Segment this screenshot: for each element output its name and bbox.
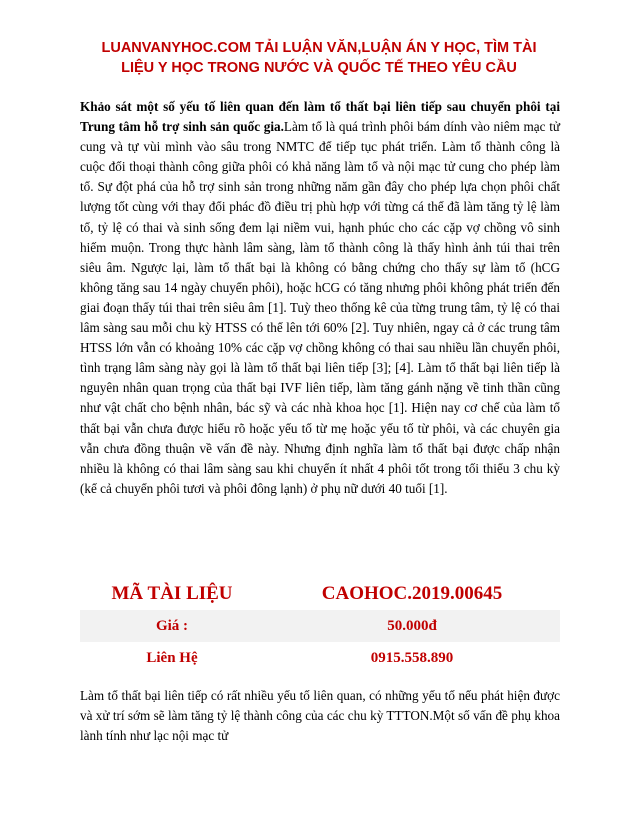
document-code-label: MÃ TÀI LIỆU bbox=[111, 583, 233, 604]
article-title: Khảo sát một số yếu tố liên quan đến làm tổ thất bại liên tiếp sau chuyển phôi tại Trung tâm hỗ trợ sinh sản quốc gia. bbox=[80, 99, 560, 135]
article-paragraph-2: Làm tổ thất bại liên tiếp có rất nhiều yếu tố liên quan, có những yếu tố nếu phát hiện được và xử trí sớm sẽ làm tăng tỷ lệ thành công của các chu kỳ TTTON.Một số vấn đề phụ khoa lành tính như lạc nội mạc tử bbox=[80, 688, 560, 744]
header-line-1: LUANVANYHOC.COM TẢI LUẬN VĂN,LUẬN ÁN Y HỌC, TÌM TÀI bbox=[101, 40, 537, 56]
info-row-contact bbox=[80, 642, 560, 674]
info-row-price bbox=[80, 610, 560, 642]
contact-label: Liên Hệ bbox=[146, 649, 198, 666]
contact-value: 0915.558.890 bbox=[370, 649, 454, 666]
info-row-code bbox=[80, 578, 560, 610]
site-header bbox=[60, 38, 578, 78]
price-label: Giá : bbox=[155, 617, 189, 634]
price-value: 50.000đ bbox=[387, 617, 437, 634]
header-line-2: LIỆU Y HỌC TRONG NƯỚC VÀ QUỐC TẾ THEO YÊU CẦU bbox=[121, 60, 517, 76]
article-paragraph-1-text: Làm tổ là quá trình phôi bám dính vào niêm mạc tử cung và tự vùi mình vào sâu trong NMTC để tiếp tục phát triển. Làm tổ thành công là cuộc đối thoại thành công giữa phôi có khả năng làm tổ và nội mạc tử cung cho phép làm tổ. Sự đột phá của hỗ trợ sinh sản trong những năm gần đây cho phép lựa chọn phôi chất lượng tốt cùng với thay đổi phác đồ điều trị phù hợp với từng cá thể đã làm tăng tỷ lệ làm tổ, tỷ lệ có thai và sinh sống đem lại niềm vui, hạnh phúc cho các cặp vợ chồng vô sinh hiếm muộn. Trong thực hành lâm sàng, làm tổ thành công là thấy hình ảnh túi thai trên siêu âm. Ngược lại, làm tổ thất bại là không có bằng chứng cho thấy sự làm tổ (hCG không tăng sau 14 ngày chuyển phôi), hoặc hCG có tăng nhưng phôi không phát triển đến giai đoạn thấy túi thai trên siêu âm [1]. Tuỳ theo thống kê của từng trung tâm, tỷ lệ có thai lâm sàng sau mỗi chu kỳ HTSS có thể lên tới 60% [2]. Tuy nhiên, ngay cả ở các trung tâm HTSS lớn vẫn có khoảng 10% các cặp vợ chồng không có thai sau nhiều lần chuyển phôi, tình trạng lâm sàng này gọi là làm tổ thất bại liên tiếp [3]; [4]. Làm tổ thất bại liên tiếp là nguyên nhân quan trọng của thất bại IVF liên tiếp, làm tăng gánh nặng về tinh thần cũng như vật chất cho bệnh nhân, bác sỹ và các nhà khoa học [1]. Hiện nay cơ chế của làm tổ thất bại vẫn chưa được hiểu rõ hoặc yếu tố từ mẹ hoặc yếu tố từ phôi, và các chuyên gia vẫn chưa đồng thuận về vấn đề này. Nhưng định nghĩa làm tổ thất bại được chấp nhận nhiều là không có thai lâm sàng sau khi chuyển ít nhất 4 phôi tốt trong tối thiểu 3 chu kỳ (kể cả chuyển phôi tươi và phôi đông lạnh) ở phụ nữ dưới 40 tuổi [1]. bbox=[80, 119, 561, 496]
document-info-table bbox=[80, 578, 560, 674]
document-code-value: CAOHOC.2019.00645 bbox=[321, 583, 503, 604]
article-paragraph-1 bbox=[80, 97, 560, 499]
